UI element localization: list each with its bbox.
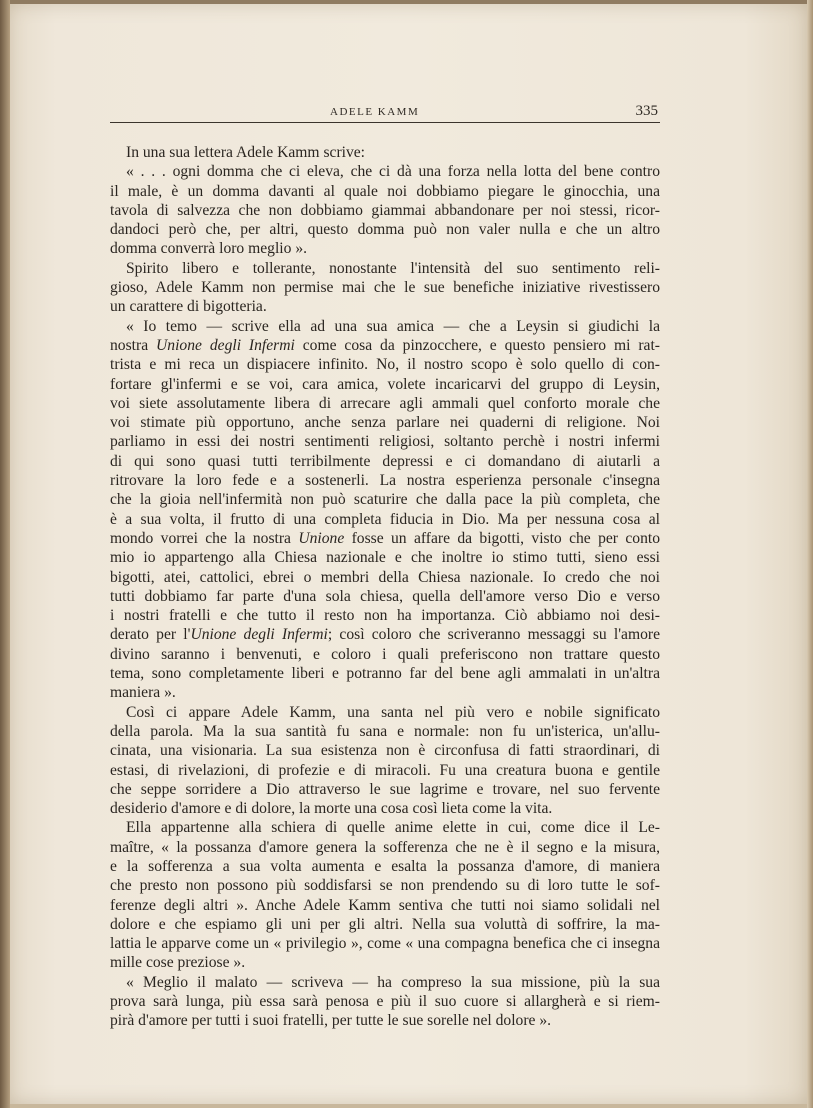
text-line: Ella appartenne alla schiera di quelle anime elette in cui, come dice il Le-	[126, 819, 660, 837]
text-line: voi stimate più opportuno, anche senza parlare nei quaderni di religione. Noi	[110, 414, 660, 432]
text-line: trista e mi reca un dispiacere infinito. No, il nostro scopo è solo quello di con-	[110, 356, 660, 374]
text-line: ritrovare la loro fede e a sostenerli. La nostra esperienza personale c'insegna	[110, 472, 660, 490]
text-line: Così ci appare Adele Kamm, una santa nel più vero e nobile significato	[126, 703, 660, 721]
text-line: domma converrà loro meglio ».	[110, 240, 308, 258]
text-line: che presto non possono più soddisfarsi se non prendendo su di loro tutte le sof-	[110, 877, 660, 895]
text-line: estasi, di rivelazioni, di profezie e di miracoli. Fu una creatura buona e gentile	[110, 761, 660, 779]
text-line: tutti dobbiamo far parte d'una sola chiesa, quella dell'amore verso Dio e verso	[110, 587, 660, 605]
text-line: lattia le apparve come un « privilegio », come « una compagna benefica che ci insegna	[110, 935, 660, 953]
italic-title: Unione degli Infermi	[156, 336, 295, 354]
text-line: bigotti, atei, cattolici, ebrei o membri della Chiesa nazionale. Io credo che noi	[110, 568, 660, 586]
text-line: parliamo in essi dei nostri sentimenti religiosi, soltanto perchè i nostri infermi	[110, 433, 660, 451]
text-line: « . . . ogni domma che ci eleva, che ci dà una forza nella lotta del bene contro	[126, 163, 660, 181]
running-title: ADELE KAMM	[330, 106, 420, 118]
text-line: i nostri fratelli e che tutto il resto non ha importanza. Ciò abbiamo noi desi-	[110, 607, 660, 625]
text-line-italic: nostra Unione degli Infermi come cosa da pinzocchere, e questo pensiero mi rat-	[110, 336, 660, 354]
text-line: mio io appartengo alla Chiesa nazionale e che inoltre io stimo tutti, sieno essi	[110, 549, 660, 567]
text-line-italic: derato per l'Unione degli Infermi; così coloro che scriveranno messaggi su l'amore	[110, 626, 660, 644]
book-spine	[0, 0, 10, 1108]
text-line: In una sua lettera Adele Kamm scrive:	[126, 144, 366, 161]
italic-title: Unione	[298, 529, 345, 547]
text-line: tema, sono completamente liberi e potranno far del bene agli ammalati in un'altra	[110, 665, 660, 683]
running-header	[110, 100, 660, 123]
text-line: maître, « la possanza d'amore genera la sofferenza che ne è il segno e la misura,	[110, 838, 660, 856]
text-line: ferenze degli altri ». Anche Adele Kamm sentiva che tutti noi siamo solidali nel	[110, 896, 660, 914]
text-line: prova sarà lunga, più essa sarà penosa e più il suo cuore si allargherà e si riem-	[110, 993, 660, 1011]
page-right-edge	[807, 0, 813, 1108]
text-line: Spirito libero e tollerante, nonostante l'intensità del suo sentimento reli-	[126, 259, 660, 277]
text-line: dolore e che espiamo gli uni per gli altri. Nella sua voluttà di soffrire, la ma-	[110, 915, 660, 933]
text-line: mille cose preziose ».	[110, 954, 246, 972]
text-line: un carattere di bigotteria.	[110, 298, 267, 316]
text-line: di qui sono quasi tutti terribilmente depressi e ci domandano di aiutarli a	[110, 452, 660, 470]
text-line: che seppe sorridere a Dio attraverso le sue lagrime e trovare, nel suo fervente	[110, 780, 660, 798]
text-line: « Io temo — scrive ella ad una sua amica — che a Leysin si giudichi la	[126, 317, 660, 335]
body-text	[110, 143, 660, 1031]
text-line: dandoci però che, per altri, questo domma può non valer nulla e che un altro	[110, 221, 660, 239]
text-line: desiderio d'amore e di dolore, la morte una cosa così lieta come la vita.	[110, 800, 553, 818]
text-line: « Meglio il malato — scriveva — ha compreso la sua missione, più la sua	[126, 973, 660, 991]
text-line: voi siete assolutamente libera di arrecare agli ammali quel conforto morale che	[110, 394, 660, 412]
page-number: 335	[635, 103, 658, 119]
text-line: e la sofferenza a sua volta aumenta e esalta la possanza d'amore, di maniera	[110, 857, 660, 875]
text-line: cinata, una visionaria. La sua esistenza non è circonfusa di fatti straordinari, di	[110, 742, 660, 760]
text-line: il male, è un domma davanti al quale noi dobbiamo piegare le ginocchia, una	[110, 182, 660, 200]
text-line: pirà d'amore per tutti i suoi fratelli, per tutte le sue sorelle nel dolore ».	[110, 1012, 552, 1030]
text-line: che la gioia nell'infermità non può scaturire che dalla pace la più completa, che	[110, 491, 660, 509]
italic-title: Unione degli Infermi	[190, 626, 328, 644]
text-line: della parola. Ma la sua santità fu sana e normale: non fu un'isterica, un'allu-	[110, 722, 660, 740]
text-line: maniera ».	[110, 684, 176, 702]
text-line: divino saranno i benvenuti, e coloro i quali preferiscono non trattare questo	[110, 645, 660, 663]
text-line: fortare gl'infermi e se voi, cara amica, volete incaricarvi del gruppo di Leysin,	[110, 375, 660, 393]
text-line: è a sua volta, il frutto di una completa fiducia in Dio. Ma per nessuna cosa al	[110, 510, 660, 528]
text-line: tavola di salvezza che non dobbiamo giammai abbandonare per noi stessi, ricor-	[110, 201, 660, 219]
text-line-italic: mondo vorrei che la nostra Unione fosse un affare da bigotti, visto che per conto	[110, 529, 660, 547]
text-line: gioso, Adele Kamm non permise mai che le sue benefiche iniziative rivestissero	[110, 279, 660, 297]
